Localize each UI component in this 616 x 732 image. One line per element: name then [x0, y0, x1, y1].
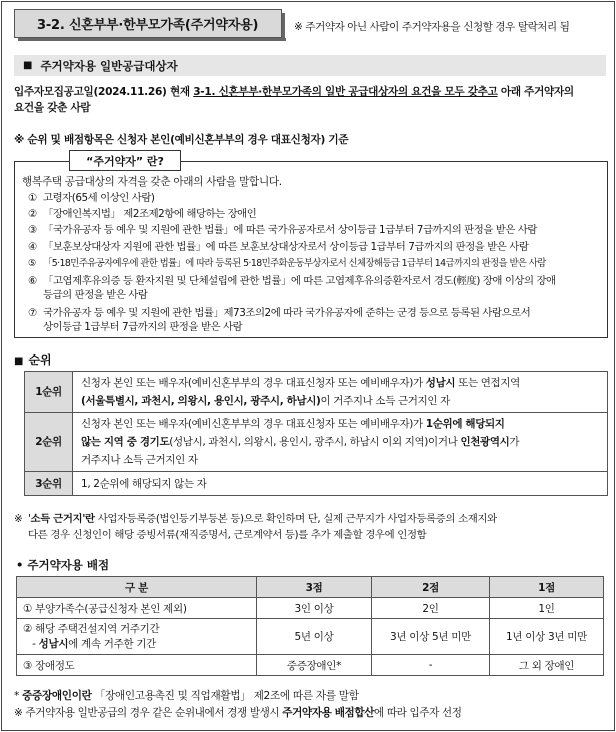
score-3: 중증장애인* [257, 655, 372, 676]
item-number: ④ [28, 241, 37, 253]
eligibility-item [28, 274, 602, 302]
table-row [25, 472, 608, 496]
intro-underlined: 3-1. 신혼부부·한부모가족의 일반 공급대상자의 요건을 모두 갖추고 [193, 86, 498, 98]
score-item-dash: - [23, 637, 39, 650]
item-text: 「장애인복지법」 제2조제2항에 해당하는 장애인 [43, 208, 257, 220]
definition-tag: “주거약자” 란? [69, 150, 181, 171]
note-body: 사업자등록증(법인등기부등본 등)으로 확인하며 단, 실제 근무지가 사업자등록증의 소재지와 [94, 513, 497, 525]
item-text [43, 306, 602, 334]
intro-line-2-text: 요건을 갖춘 사람 [14, 102, 91, 114]
rank-text: 이 거주지나 소득 근거지인 자 [320, 395, 450, 407]
score-2: 2인 [372, 598, 490, 619]
rank-bold: 인천광역시 [460, 436, 510, 448]
rank-label: 2순위 [25, 413, 73, 472]
rank-bold: 성남시 [425, 377, 456, 389]
note-bold: 소득 근거지'란 [30, 513, 95, 525]
footnote-bold: 주거약자용 배점합산 [282, 707, 375, 719]
score-item-line-2: 에 계속 거주한 기간 [68, 637, 157, 650]
subheading-bar [14, 55, 606, 76]
rank-text: 또는 연접지역 [455, 377, 520, 389]
priority-note: ※ 순위 및 배점항목은 신청자 본인(예비신혼부부의 경우 대표신청자) 기준 [14, 134, 349, 146]
score-item-line-1: ② 해당 주택건설지역 거주기간 [23, 622, 160, 635]
score-item-bold: 성남시 [38, 637, 69, 650]
item-text-line-2: 상이등급 1급부터 7급까지의 판정을 받은 사람 [43, 321, 243, 333]
eligibility-item [28, 306, 602, 334]
section-note: ※ 주거약자 아닌 사람이 주거약자용을 신청할 경우 탈락처리 됨 [294, 21, 570, 33]
item-number: ② [28, 208, 37, 220]
item-text: 「국가유공자 등 예우 및 지원에 관한 법률」에 따른 국가유공자로서 상이등급 1급부터 7급까지의 판정을 받은 사람 [43, 224, 537, 236]
ranking-table [24, 371, 608, 496]
eligibility-item [28, 207, 602, 221]
item-text-line-2: 등급의 판정을 받은 사람 [43, 289, 148, 301]
eligibility-item [28, 240, 602, 254]
item-number: ③ [28, 224, 37, 236]
item-text [43, 274, 602, 302]
score-1: 그 외 장애인 [490, 655, 604, 676]
scoring-table [16, 576, 604, 676]
intro-line-2 [14, 100, 606, 116]
table-row [25, 413, 608, 472]
score-1: 1년 이상 3년 미만 [490, 619, 604, 655]
footnote-text: ※ 주거약자용 일반공급의 경우 같은 순위내에서 경쟁 발생시 [14, 707, 283, 719]
rank-label: 1순위 [25, 372, 73, 413]
section-title-box [14, 9, 282, 38]
footnote-selection [14, 705, 462, 720]
rank-description [73, 372, 608, 413]
footnote-severe-disability [14, 688, 359, 703]
column-header: 3점 [257, 577, 372, 598]
score-item: ③ 장애정도 [17, 655, 257, 676]
ranking-title [14, 351, 52, 368]
rank-description: 1, 2순위에 해당되지 않는 자 [73, 472, 608, 496]
score-3: 5년 이상 [257, 619, 372, 655]
rank-bold: (서울특별시, 과천시, 의왕시, 용인시, 광주시, 하남시) [81, 395, 321, 407]
score-3: 3인 이상 [257, 598, 372, 619]
score-item: ① 부양가족수(공급신청자 본인 제외) [17, 598, 257, 619]
item-text: 「보훈보상대상자 지원에 관한 법률」에 따른 보훈보상대상자로서 상이등급 1급부터 7급까지의 판정을 받은 사람 [43, 241, 529, 253]
item-number: ① [28, 192, 37, 204]
intro-line-1 [14, 84, 606, 100]
square-bullet-icon: ■ [23, 60, 33, 71]
footnote-mark: * [14, 690, 23, 702]
rank-text: 신청자 본인 또는 배우자(예비신혼부부의 경우 대표신청자 또는 예비배우자)가 [81, 418, 426, 430]
column-header: 1점 [490, 577, 604, 598]
note-mark: ※ [14, 513, 23, 525]
income-base-note [14, 511, 608, 543]
table-row [17, 598, 604, 619]
scoring-title: • 주거약자용 배점 [16, 558, 110, 572]
rank-text: 거주지나 소득 근거지인 자 [81, 454, 198, 466]
rank-bold: 않는 지역 중 경기도 [81, 436, 170, 448]
rank-text: 가 [509, 436, 520, 448]
eligibility-item [28, 223, 602, 237]
section-title: 3-2. 신혼부부·한부모가족(주거약자용) [37, 18, 259, 33]
table-row [25, 372, 608, 413]
column-header: 구 분 [17, 577, 257, 598]
definition-intro: 행복주택 공급대상의 자격을 갖춘 아래의 사람을 말합니다. [22, 176, 282, 188]
item-number: ⑤ [28, 258, 36, 269]
score-2: - [372, 655, 490, 676]
note-text [28, 511, 497, 543]
intro-paragraph [14, 84, 606, 116]
eligibility-item [28, 191, 602, 205]
rank-description [73, 413, 608, 472]
score-item [17, 619, 257, 655]
score-2: 3년 이상 5년 미만 [372, 619, 490, 655]
item-number: ⑦ [28, 307, 37, 319]
footnote-text: 에 따라 입주자 선정 [374, 707, 462, 719]
column-header: 2점 [372, 577, 490, 598]
page [1, 1, 615, 731]
rank-bold: 1순위에 해당되지 [425, 418, 505, 430]
score-1: 1인 [490, 598, 604, 619]
item-text: 고령자(65세 이상인 사람) [43, 192, 155, 204]
table-row [17, 619, 604, 655]
rank-text: (성남시, 과천시, 의왕시, 용인시, 광주시, 하남시 이외 지역)이거나 [169, 436, 461, 448]
intro-suffix: 아래 주거약자의 [497, 86, 574, 98]
item-text-line-1: 국가유공자 등 예우 및 지원에 관한 법률」제73조의2에 따라 국가유공자에 준하는 군경 등으로 등록된 사람으로서 [43, 307, 531, 319]
item-text: 「5·18민주유공자예우에 관한 법률」에 따라 등록된 5·18민주화운동부상자로서 신체장해등급 1급부터 14급까지의 판정을 받은 사람 [43, 258, 546, 269]
square-bullet-icon: ■ [14, 356, 24, 367]
eligibility-item [28, 257, 602, 271]
footnote-bold: 중증장애인이란 [22, 690, 92, 702]
intro-prefix: 입주자모집공고일(2024.11.26) 현재 [14, 86, 194, 98]
ranking-title-text: 순위 [28, 353, 52, 367]
note-quote: ' [28, 513, 31, 525]
item-number: ⑥ [28, 275, 37, 287]
table-header-row [17, 577, 604, 598]
item-text-line-1: 「고엽제후유의증 등 환자지원 및 단체설립에 관한 법률」에 따른 고엽제후유의증환자로서 경도(輕度) 장애 이상의 장애 [43, 275, 556, 287]
rank-text: 신청자 본인 또는 배우자(예비신혼부부의 경우 대표신청자 또는 예비배우자)가 [81, 377, 426, 389]
footnote-text: 「장애인고용촉진 및 직업재활법」 제2조에 따른 자를 말함 [91, 690, 359, 702]
subheading-text: 주거약자용 일반공급대상자 [40, 58, 178, 73]
rank-label: 3순위 [25, 472, 73, 496]
table-row [17, 655, 604, 676]
note-line-2: 다른 경우 신청인이 해당 증빙서류(재직증명서, 근로계약서 등)를 추가 제출할 경우에 인정함 [28, 529, 427, 541]
